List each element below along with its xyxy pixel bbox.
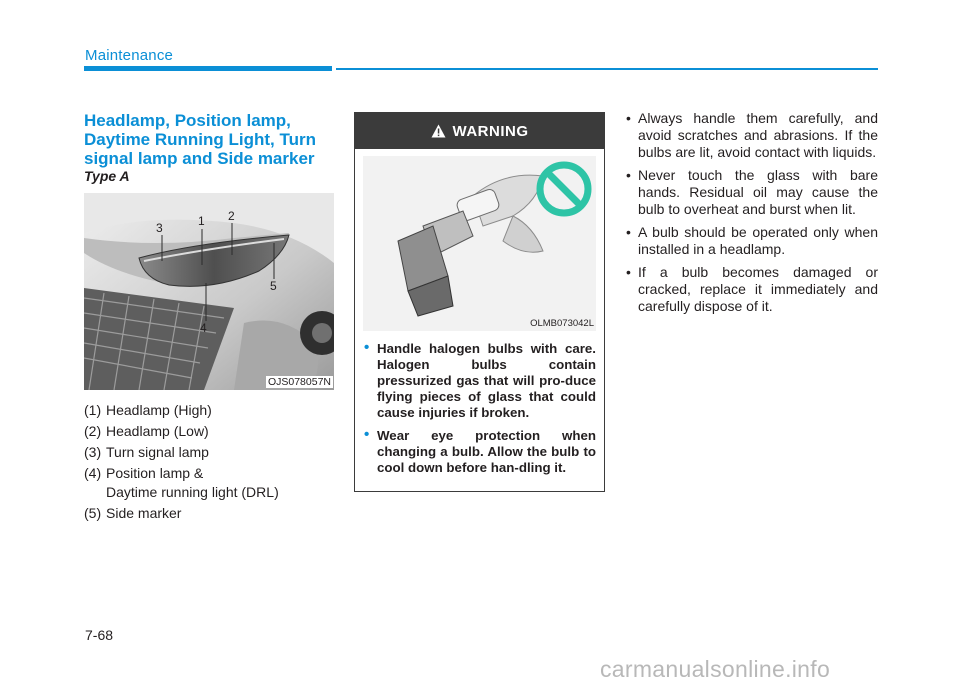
warning-header xyxy=(355,113,604,149)
headlamp-illustration xyxy=(84,193,334,390)
caution-list xyxy=(626,110,878,321)
callout-5: 5 xyxy=(270,279,277,293)
callout-legend xyxy=(84,401,344,525)
prohibition-icon xyxy=(535,160,593,218)
headlamp-photo xyxy=(84,193,334,390)
bullet-dot-icon: • xyxy=(364,426,370,443)
callout-3: 3 xyxy=(156,221,163,235)
bullet-dot-icon: • xyxy=(626,110,631,126)
caution-item: • Never touch the glass with bare hands. Residual oil may cause the bulb to overheat and burst when lit. xyxy=(626,167,878,217)
topic-heading: Headlamp, Position lamp, Daytime Running Light, Turn signal lamp and Side marker xyxy=(84,111,316,168)
warning-item: • Handle halogen bulbs with care. Halogen bulbs contain pressurized gas that will pro-duce flying pieces of glass that could cause injuries if broken. xyxy=(364,339,596,420)
legend-item: (5) Side marker xyxy=(84,505,182,521)
bullet-dot-icon: • xyxy=(626,167,631,183)
section-title: Maintenance xyxy=(85,47,174,64)
header-rule-thin xyxy=(336,68,878,70)
watermark: carmanualsonline.info xyxy=(600,656,831,682)
legend-item: (4) Position lamp & Daytime running light (DRL) xyxy=(84,465,279,500)
callout-4: 4 xyxy=(200,321,207,335)
warning-triangle-icon xyxy=(431,124,446,138)
bullet-dot-icon: • xyxy=(626,264,631,280)
caution-item: • A bulb should be operated only when installed in a headlamp. xyxy=(626,224,878,257)
warning-title: WARNING xyxy=(452,122,529,140)
warning-item: • Wear eye protection when changing a bulb. Allow the bulb to cool down before han-dling it. xyxy=(364,426,596,475)
page-number: 7-68 xyxy=(85,627,114,643)
bulb-handling-image xyxy=(363,156,596,331)
bullet-dot-icon: • xyxy=(364,339,370,356)
warning-box xyxy=(354,112,605,492)
warning-image-code: OLMB073042L xyxy=(530,318,594,329)
warning-list xyxy=(355,341,604,476)
header-rule-thick xyxy=(84,66,332,71)
callout-1: 1 xyxy=(198,214,205,228)
caution-item: • If a bulb becomes damaged or cracked, replace it immediately and carefully dispose of it. xyxy=(626,264,878,314)
legend-item: (1) Headlamp (High) xyxy=(84,402,212,418)
caution-item: • Always handle them carefully, and avoid scratches and abrasions. If the bulbs are lit, avoid contact with liquids. xyxy=(626,110,878,160)
photo-code: OJS078057N xyxy=(267,376,331,388)
legend-item: (2) Headlamp (Low) xyxy=(84,423,209,439)
type-label: Type A xyxy=(84,168,130,184)
callout-2: 2 xyxy=(228,209,235,223)
bullet-dot-icon: • xyxy=(626,224,631,240)
legend-item: (3) Turn signal lamp xyxy=(84,444,209,460)
